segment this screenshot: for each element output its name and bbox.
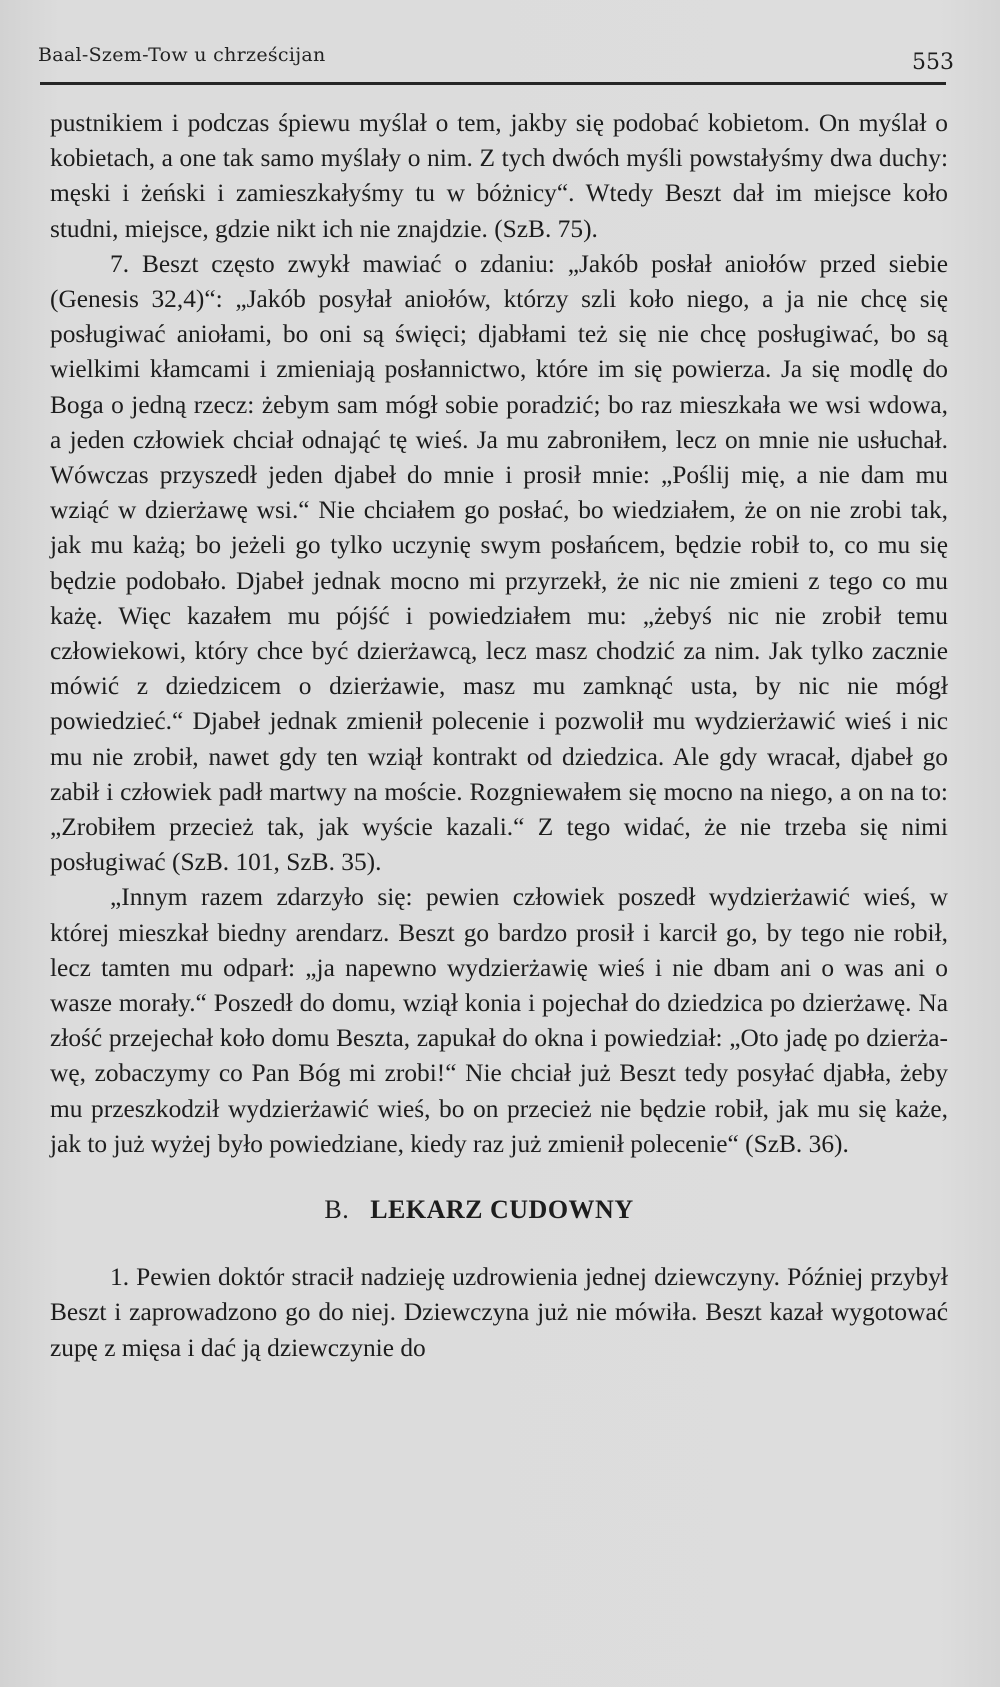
page-number: 553 (912, 50, 954, 75)
body-text (50, 106, 948, 1366)
section-letter: B. (324, 1195, 350, 1225)
paragraph-continuation: pustnikiem i podczas śpiewu myślał o tem, jakby się podobać kobietom. On myślał o kobietach, a one tak samo myślały o nim. Z tych dwóch myśli powstałyśmy dwa duchy: męski i żeński i zamieszkałyśmy tu w bóżnicy“. Wtedy Beszt dał im miejsce koło studni, miejsce, gdzie nikt ich nie znajdzie. (SzB. 75). (50, 109, 948, 243)
header-rule (40, 82, 946, 85)
running-title: Baal-Szem-Tow u chrześcijan (38, 44, 326, 66)
section-title: LEKARZ CUDOWNY (370, 1195, 634, 1225)
paragraph-item-1: 1. Pewien doktór stracił nadzieję uzdrowienia jednej dziewczyny. Później przybył Beszt i zaprowadzono go do niej. Dziewczyna już nie mówiła. Beszt kazał wygotować zupę z mięsa i dać ją dziewczynie do (50, 1263, 948, 1362)
paragraph-quote: „Innym razem zdarzyło się: pewien człowiek poszedł wydzierżawić wieś, w której mieszkał biedny arendarz. Beszt go bardzo prosił i karcił go, by tego nie robił, lecz tamten mu odparł: „ja napewno wydzierżawię wieś i nie dbam ani o was ani o wasze morały.“ Poszedł do domu, wziął konia i pojechał do dziedzica po dzierżawę. Na złość przejechał koło domu Beszta, zapukał do okna i powiedział: „Oto jadę po dzierżawę, zobaczymy co Pan Bóg mi zrobi!“ Nie chciał już Beszt tedy posyłać djabła, żeby mu przeszkodził wydzierżawić wieś, bo on przecież nie będzie robił, jak mu się każe, jak to już wyżej było powiedziane, kiedy raz już zmienił polecenie“ (SzB. 36). (50, 883, 948, 1158)
paragraph-item-7: 7. Beszt często zwykł mawiać o zdaniu: „Jakób posłał aniołów przed siebie (Genesis 32,4)“: „Jakób posyłał aniołów, którzy szli koło niego, a ja nie chcę się posługiwać aniołami, bo oni są święci; djabłami też się nie chcę posługiwać, bo są wielkimi kłamcami i zmieniają posłannictwo, które im się powierza. Ja się modlę do Boga o jedną rzecz: żebym sam mógł sobie poradzić; bo raz mieszkała we wsi wdowa, a jeden człowiek chciał odnająć tę wieś. Ja mu zabroniłem, lecz on mnie nie usłuchał. Wówczas przyszedł jeden djabeł do mnie i prosił mnie: „Poślij mię, a nie dam mu wziąć w dzierżawę wsi.“ Nie chciałem go posłać, bo wiedziałem, że on nie zrobi tak, jak mu każą; bo jeżeli go tylko uczynię swym posłańcem, będzie robił to, co mu się będzie podobało. Djabeł jednak mocno mi przyrzekł, że nic nie zmieni z tego co mu każę. Więc kazałem mu pójść i powiedziałem mu: „żebyś nic nie zrobił temu człowiekowi, który chce być dzierżawcą, lecz masz chodzić za nim. Jak tylko zacznie mówić z dziedzicem o dzierżawie, masz mu zamknąć usta, by nic nie mógł powiedzieć.“ Djabeł jednak zmienił polecenie i pozwolił mu wydzierżawić wieś i nic mu nie zrobił, nawet gdy ten wziął kontrakt od dziedzica. Ale gdy wracał, djabeł go zabił i człowiek padł martwy na moście. Rozgniewałem się mocno na niego, a on na to: „Zrobiłem przecież tak, jak wyście kazali.“ Z tego widać, że nie trzeba się nimi posługiwać (SzB. 101, SzB. 35). (50, 249, 948, 877)
running-head (38, 40, 958, 86)
section-heading (50, 1192, 948, 1228)
